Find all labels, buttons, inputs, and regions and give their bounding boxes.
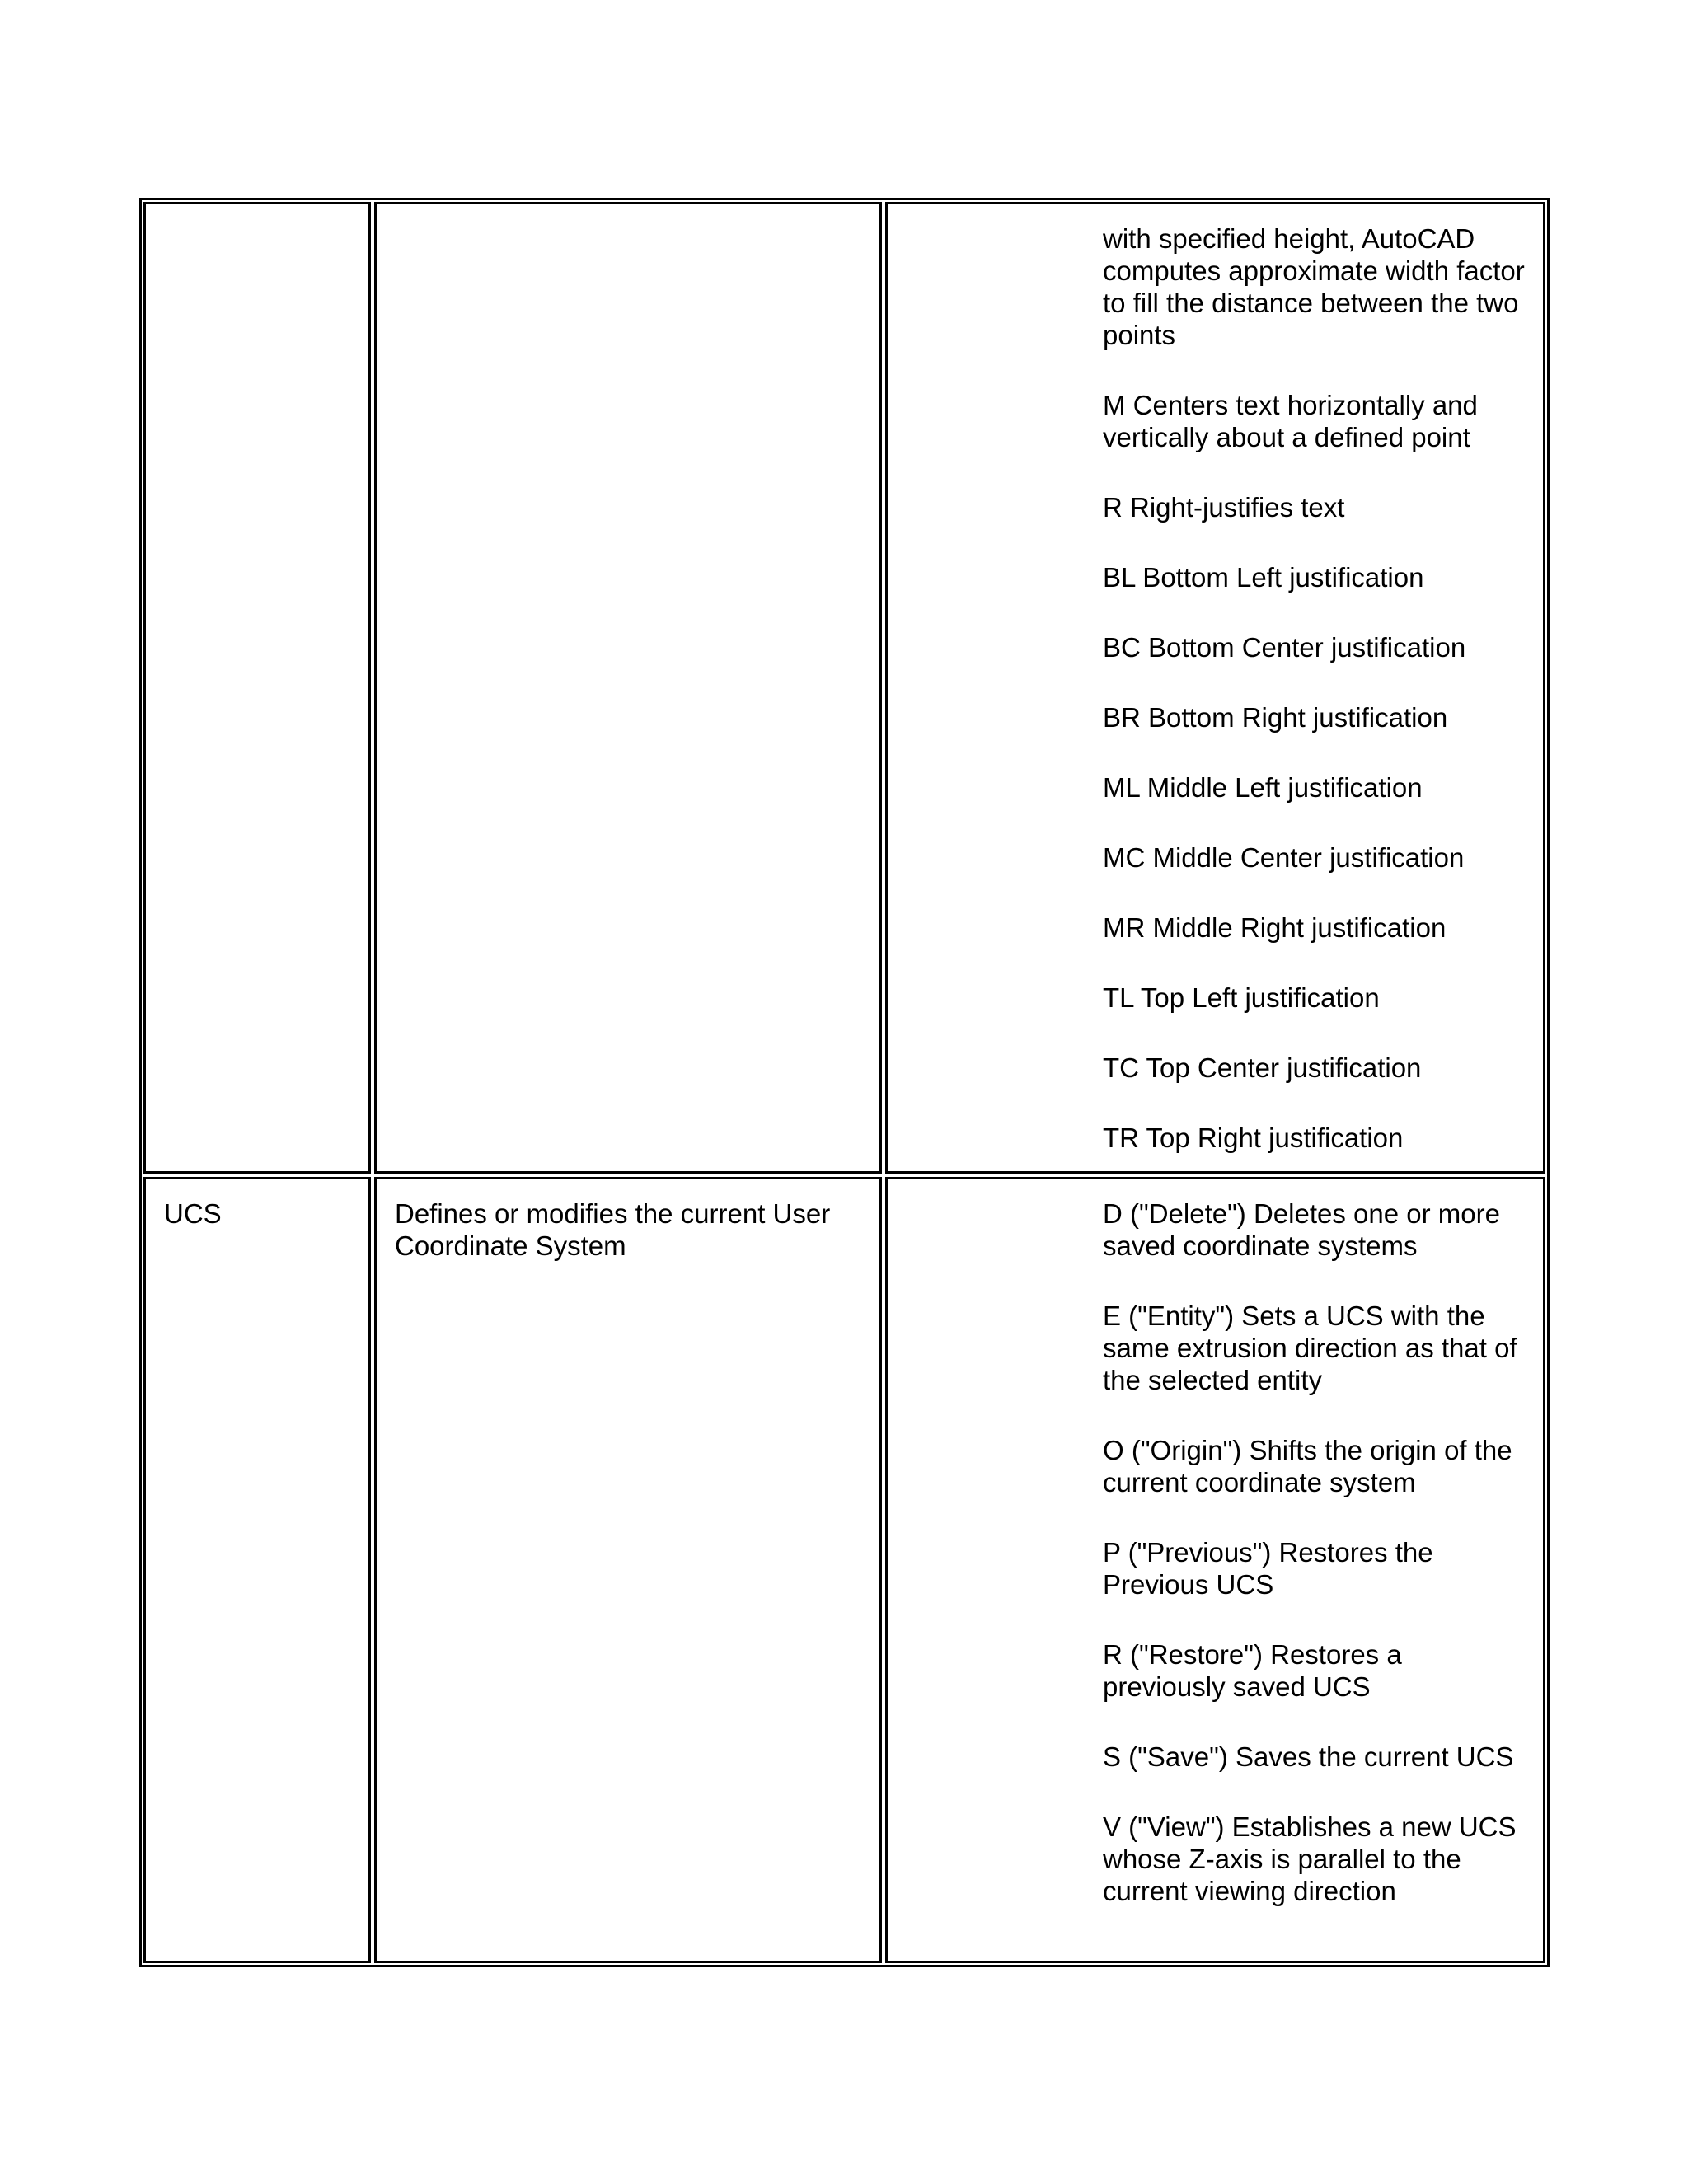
description-cell	[374, 202, 882, 1174]
option-item: BR Bottom Right justification	[1103, 702, 1448, 733]
option-item: V ("View") Establishes a new UCS whose Z-axis is parallel to the current viewing direction	[1103, 1811, 1517, 1906]
command-cell	[143, 1177, 371, 1963]
option-item: MC Middle Center justification	[1103, 842, 1465, 873]
option-item: D ("Delete") Deletes one or more saved coordinate systems	[1103, 1198, 1500, 1261]
option-item: S ("Save") Saves the current UCS	[1103, 1741, 1514, 1772]
option-item: TR Top Right justification	[1103, 1122, 1404, 1153]
option-item: BC Bottom Center justification	[1103, 632, 1466, 663]
option-item: MR Middle Right justification	[1103, 912, 1447, 943]
command-cell	[143, 202, 371, 1174]
option-item: ML Middle Left justification	[1103, 772, 1423, 803]
command-description: Defines or modifies the current User Coordinate System	[395, 1198, 831, 1261]
option-item: P ("Previous") Restores the Previous UCS	[1103, 1537, 1433, 1600]
option-item: R Right-justifies text	[1103, 492, 1345, 523]
option-item: R ("Restore") Restores a previously saved UCS	[1103, 1639, 1402, 1702]
option-item: TC Top Center justification	[1103, 1052, 1422, 1083]
option-item: M Centers text horizontally and vertically about a defined point	[1103, 390, 1478, 452]
option-item: E ("Entity") Sets a UCS with the same extrusion direction as that of the selected entity	[1103, 1301, 1517, 1395]
table-row	[143, 202, 1545, 1174]
command-name: UCS	[164, 1198, 222, 1229]
command-table	[139, 198, 1550, 1967]
option-item: O ("Origin") Shifts the origin of the current coordinate system	[1103, 1435, 1512, 1497]
description-cell	[374, 1177, 882, 1963]
options-cell	[885, 202, 1545, 1174]
option-item: with specified height, AutoCAD computes approximate width factor to fill the distance between the two points	[1103, 223, 1525, 350]
option-item: BL Bottom Left justification	[1103, 562, 1424, 593]
options-cell	[885, 1177, 1545, 1963]
table-row	[143, 1177, 1545, 1963]
option-item: TL Top Left justification	[1103, 982, 1380, 1013]
